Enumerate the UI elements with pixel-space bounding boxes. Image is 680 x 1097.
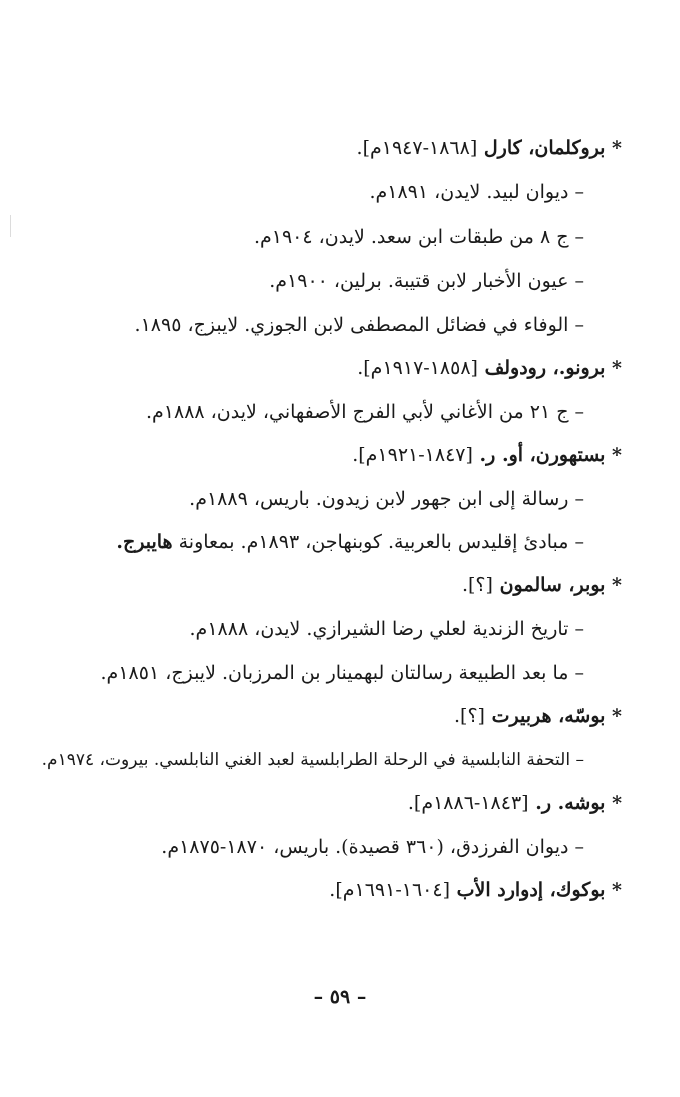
page-number: – ٥٩ – (313, 986, 367, 1008)
collaborator-name: هايبرج. (116, 531, 173, 553)
entry-dates: [؟]. (461, 574, 493, 596)
entry-heading (408, 788, 622, 818)
work-item: – الوفاء في فضائل المصطفى لابن الجوزي. لايبزج، ١٨٩٥. (134, 314, 584, 336)
entry-name: * برونو.، رودولف (484, 357, 622, 379)
entry-name: * بوشه. ر. (535, 792, 622, 814)
work-item: – ديوان الفرزدق، (٣٦٠ قصيدة). باريس، ١٨٧٠-١٨٧٥م. (161, 836, 584, 858)
work-item: – ج ٢١ من الأغاني لأبي الفرج الأصفهاني، لايدن، ١٨٨٨م. (145, 401, 584, 423)
entry-name: * بوكوك، إدوارد الأب (456, 879, 622, 901)
work-item: – ديوان لبيد. لايدن، ١٨٩١م. (369, 181, 584, 203)
work-item: – ما بعد الطبيعة رسالتان لبهمينار بن المرزبان. لايبزج، ١٨٥١م. (100, 662, 584, 684)
work-item: – تاريخ الزندية لعلي رضا الشيرازي. لايدن، ١٨٨٨م. (189, 618, 584, 640)
entry-heading (357, 133, 622, 163)
entry-dates: [١٨٦٨-١٩٤٧م]. (356, 137, 478, 159)
entry-dates: [١٨٤٣-١٨٨٦م]. (407, 792, 529, 814)
entry-heading (357, 353, 622, 383)
entry-name: * بوبر، سالمون (499, 574, 622, 596)
work-item: – ج ٨ من طبقات ابن سعد. لايدن، ١٩٠٤م. (253, 226, 584, 248)
entry-name: * بوسّه، هربيرت (491, 705, 622, 727)
work-item: – رسالة إلى ابن جهور لابن زيدون. باريس، ١٨٨٩م. (189, 488, 584, 510)
entry-dates: [؟]. (454, 705, 485, 727)
entry-name: * بروكلمان، كارل (483, 137, 622, 159)
entry-dates: [١٨٤٧-١٩٢١م]. (352, 444, 473, 466)
work-item: – التحفة النابلسية في الرحلة الطرابلسية لعبد الغني النابلسي. بيروت، ١٩٧٤م. (41, 750, 584, 770)
entry-dates: [١٨٥٨-١٩١٧م]. (357, 357, 478, 379)
work-text: – مبادئ إقليدس بالعربية. كوبنهاجن، ١٨٩٣م. بمعاونة (178, 531, 584, 553)
entry-heading (329, 875, 622, 905)
work-item: – عيون الأخبار لابن قتيبة. برلين، ١٩٠٠م. (269, 270, 584, 292)
work-item (116, 527, 584, 557)
entry-name: * بستهورن، أو. ر. (479, 444, 622, 466)
entry-heading (462, 570, 622, 600)
entry-dates: [١٦٠٤-١٦٩١م]. (329, 879, 450, 901)
entry-heading (352, 440, 622, 470)
scan-artifact (10, 215, 11, 237)
entry-heading (454, 701, 622, 731)
